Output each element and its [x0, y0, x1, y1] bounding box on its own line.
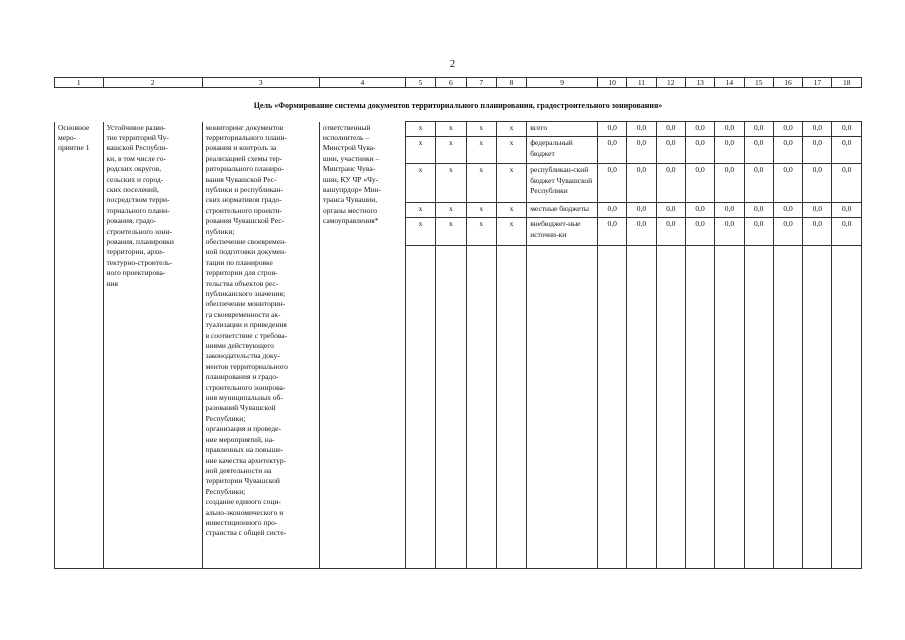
event-description-cell-line: Республики;	[205, 413, 246, 423]
column-number: 9	[527, 78, 598, 88]
amount-value: 0,0	[744, 137, 773, 164]
column-number: 7	[466, 78, 496, 88]
event-description-cell-line: ских нормативов градо-	[205, 195, 282, 205]
column-number: 15	[744, 78, 773, 88]
event-name-cell-line: тие территорий Чу-	[106, 132, 169, 142]
event-description-cell-line: тельства объектов рес-	[205, 278, 279, 288]
code-mark: х	[436, 203, 466, 218]
amount-value: 0,0	[832, 164, 862, 203]
event-name-cell-line: посредством терри-	[106, 195, 170, 205]
event-description-cell-line: ной деятельности на	[205, 465, 272, 475]
column-number: 5	[405, 78, 435, 88]
code-mark: х	[466, 137, 496, 164]
column-number: 10	[597, 78, 626, 88]
event-name-cell-line: ториального плани-	[106, 205, 170, 215]
event-name-cell-line: сельских и город-	[106, 174, 164, 184]
event-name-cell-line: ния	[106, 278, 119, 288]
table-frame	[54, 77, 862, 569]
funding-source: федеральный бюджет	[527, 137, 598, 164]
amount-value: 0,0	[627, 137, 656, 164]
amount-value: 0,0	[597, 122, 626, 137]
code-mark: х	[496, 122, 526, 137]
event-description-cell-line: в соответствие с требова-	[205, 330, 288, 340]
amount-value: 0,0	[832, 137, 862, 164]
amount-value: 0,0	[773, 164, 802, 203]
event-name-cell-line: строительного зони-	[106, 226, 172, 236]
event-cell-line: меро-	[58, 132, 77, 142]
amount-value: 0,0	[715, 122, 744, 137]
event-description-cell-line: туализации и приведения	[205, 320, 287, 330]
event-cell-line: Основное	[58, 122, 90, 132]
code-mark: х	[405, 218, 435, 245]
amount-value: 0,0	[832, 122, 862, 137]
event-name-cell-line: Устойчивое разви-	[106, 122, 166, 132]
code-mark: х	[436, 122, 466, 137]
code-mark: х	[496, 164, 526, 203]
event-description-cell-line: Республики;	[205, 486, 246, 496]
executor-cell-line: транса Чувашии,	[322, 195, 378, 205]
code-mark: х	[496, 137, 526, 164]
amount-value: 0,0	[627, 203, 656, 218]
event-description-cell-line: ние качества архитектур-	[205, 455, 287, 465]
code-mark: х	[405, 137, 435, 164]
column-number: 16	[773, 78, 802, 88]
event-description-cell-line: законодательства доку-	[205, 351, 280, 361]
amount-value: 0,0	[597, 137, 626, 164]
event-description-cell-line: реализацией схемы тер-	[205, 153, 283, 163]
amount-value: 0,0	[744, 218, 773, 245]
event-description-cell-line: организация и проведе-	[205, 424, 281, 434]
amount-value: 0,0	[656, 137, 685, 164]
event-description-cell-line: ние мероприятий, на-	[205, 434, 275, 444]
amount-value: 0,0	[627, 122, 656, 137]
event-name-cell-line: ного проектирова-	[106, 268, 166, 278]
amount-value: 0,0	[803, 203, 832, 218]
executor-cell-line: шии, участники –	[322, 153, 380, 163]
code-mark: х	[466, 218, 496, 245]
amount-value: 0,0	[773, 203, 802, 218]
code-mark: х	[466, 122, 496, 137]
executor-cell-line: исполнитель –	[322, 132, 370, 142]
event-description-cell-line: обеспечение мониторин-	[205, 299, 286, 309]
amount-value: 0,0	[597, 164, 626, 203]
executor-cell-line: Минтранс Чува-	[322, 164, 376, 174]
event-description-cell-line: тации по планировке	[205, 257, 273, 267]
event-description-cell-line: разований Чувашской	[205, 403, 276, 413]
executor-cell-line: Минстрой Чува-	[322, 143, 376, 153]
code-mark: х	[496, 218, 526, 245]
event-cell-line: приятие 1	[58, 143, 90, 153]
event-description-cell-line: га своевременности ак-	[205, 309, 281, 319]
amount-value: 0,0	[715, 203, 744, 218]
code-mark: х	[496, 203, 526, 218]
event-description-cell-line: публики;	[205, 226, 235, 236]
amount-value: 0,0	[685, 164, 714, 203]
event-description-cell-line: ниями действующего	[205, 341, 274, 351]
event-description-cell-line: создание единого соци-	[205, 497, 281, 507]
amount-value: 0,0	[803, 164, 832, 203]
amount-value: 0,0	[773, 137, 802, 164]
goal-heading: Цель «Формирование системы документов территориального планирования, градостроительного зонирования»	[253, 101, 663, 110]
amount-value: 0,0	[744, 203, 773, 218]
amount-value: 0,0	[803, 122, 832, 137]
column-number: 12	[656, 78, 685, 88]
event-description-cell-line: риториального планиро-	[205, 164, 285, 174]
amount-value: 0,0	[685, 218, 714, 245]
amount-value: 0,0	[656, 218, 685, 245]
code-mark: х	[436, 164, 466, 203]
funding-source: местные бюджеты	[527, 203, 598, 218]
amount-value: 0,0	[744, 164, 773, 203]
column-number: 8	[496, 78, 526, 88]
code-mark: х	[405, 164, 435, 203]
amount-value: 0,0	[597, 218, 626, 245]
event-description-cell-line: планирования и градо-	[205, 372, 279, 382]
code-mark: х	[466, 164, 496, 203]
executor-cell-line: органы местного	[322, 205, 378, 215]
event-description-cell-line: мониторинг документов	[205, 122, 284, 132]
event-description-cell-line: ментов территориального	[205, 361, 288, 371]
executor-cell-line: вашупрдор» Мин-	[322, 184, 382, 194]
executor-cell-line: ответственный	[322, 122, 371, 132]
amount-value: 0,0	[656, 164, 685, 203]
amount-value: 0,0	[656, 122, 685, 137]
code-mark: х	[436, 137, 466, 164]
event-description-cell-line: строительного проекти-	[205, 205, 283, 215]
amount-value: 0,0	[715, 164, 744, 203]
page-number: 2	[449, 58, 456, 70]
event-name-cell-line: территории, архи-	[106, 247, 165, 257]
event-name-cell-line: рования, планировки	[106, 236, 174, 246]
event-description-cell-line: вания Чувашской Рес-	[205, 174, 277, 184]
event-description-cell-line: территории для строи-	[205, 268, 278, 278]
amount-value: 0,0	[715, 218, 744, 245]
amount-value: 0,0	[803, 137, 832, 164]
code-mark: х	[405, 203, 435, 218]
column-number: 11	[627, 78, 656, 88]
column-number: 1	[55, 78, 104, 88]
event-description-cell-line: ально-экономического и	[205, 507, 284, 517]
event-description-cell-line: странства с общей систе-	[205, 528, 287, 538]
amount-value: 0,0	[773, 218, 802, 245]
event-name-cell-line: ских поселений,	[106, 184, 159, 194]
funding-source: всего	[527, 122, 598, 137]
column-number: 14	[715, 78, 744, 88]
amount-value: 0,0	[685, 203, 714, 218]
event-description-cell-line: рования Чувашской Рес-	[205, 216, 285, 226]
event-name-cell-line: вашской Республи-	[106, 143, 168, 153]
event-description-cell-line: публики и республикан-	[205, 184, 284, 194]
event-name-cell-line: рования, градо-	[106, 216, 157, 226]
event-description-cell-line: правленных на повыше-	[205, 445, 284, 455]
column-number: 13	[685, 78, 714, 88]
amount-value: 0,0	[832, 218, 862, 245]
column-number: 6	[436, 78, 466, 88]
executor-cell-line: шии, КУ ЧР «Чу-	[322, 174, 379, 184]
amount-value: 0,0	[744, 122, 773, 137]
amount-value: 0,0	[627, 218, 656, 245]
amount-value: 0,0	[656, 203, 685, 218]
executor-cell-line: самоуправления*	[322, 216, 379, 226]
funding-source: республикан-ский бюджет Чувашской Республики	[527, 164, 598, 203]
funding-source: внебюджет-ные источни-ки	[527, 218, 598, 245]
code-mark: х	[466, 203, 496, 218]
event-name-cell-line: тектурно-строитель-	[106, 257, 173, 267]
event-description-cell-line: строительного зонирова-	[205, 382, 286, 392]
amount-value: 0,0	[832, 203, 862, 218]
amount-value: 0,0	[627, 164, 656, 203]
code-mark: х	[405, 122, 435, 137]
event-description-cell-line: ной подготовки докумен-	[205, 247, 287, 257]
amount-value: 0,0	[597, 203, 626, 218]
event-description-cell-line: территориального плани-	[205, 132, 287, 142]
event-description-cell-line: территории Чувашской	[205, 476, 280, 486]
column-number: 3	[202, 78, 319, 88]
amount-value: 0,0	[715, 137, 744, 164]
event-description-cell-line: публиканского значения;	[205, 289, 286, 298]
event-description-cell-line: ния муниципальных об-	[205, 393, 283, 403]
amount-value: 0,0	[685, 122, 714, 137]
code-mark: х	[436, 218, 466, 245]
amount-value: 0,0	[685, 137, 714, 164]
amount-value: 0,0	[773, 122, 802, 137]
column-number: 2	[103, 78, 202, 88]
amount-value: 0,0	[803, 218, 832, 245]
column-number: 4	[319, 78, 405, 88]
event-name-cell-line: ки, в том числе го-	[106, 153, 166, 163]
event-description-cell-line: инвестиционного про-	[205, 517, 278, 527]
event-description-cell-line: обеспечение своевремен-	[205, 236, 287, 246]
column-number: 18	[832, 78, 862, 88]
event-name-cell-line: родских округов,	[106, 164, 162, 174]
column-number: 17	[803, 78, 832, 88]
event-description-cell-line: рования и контроль за	[205, 143, 277, 153]
